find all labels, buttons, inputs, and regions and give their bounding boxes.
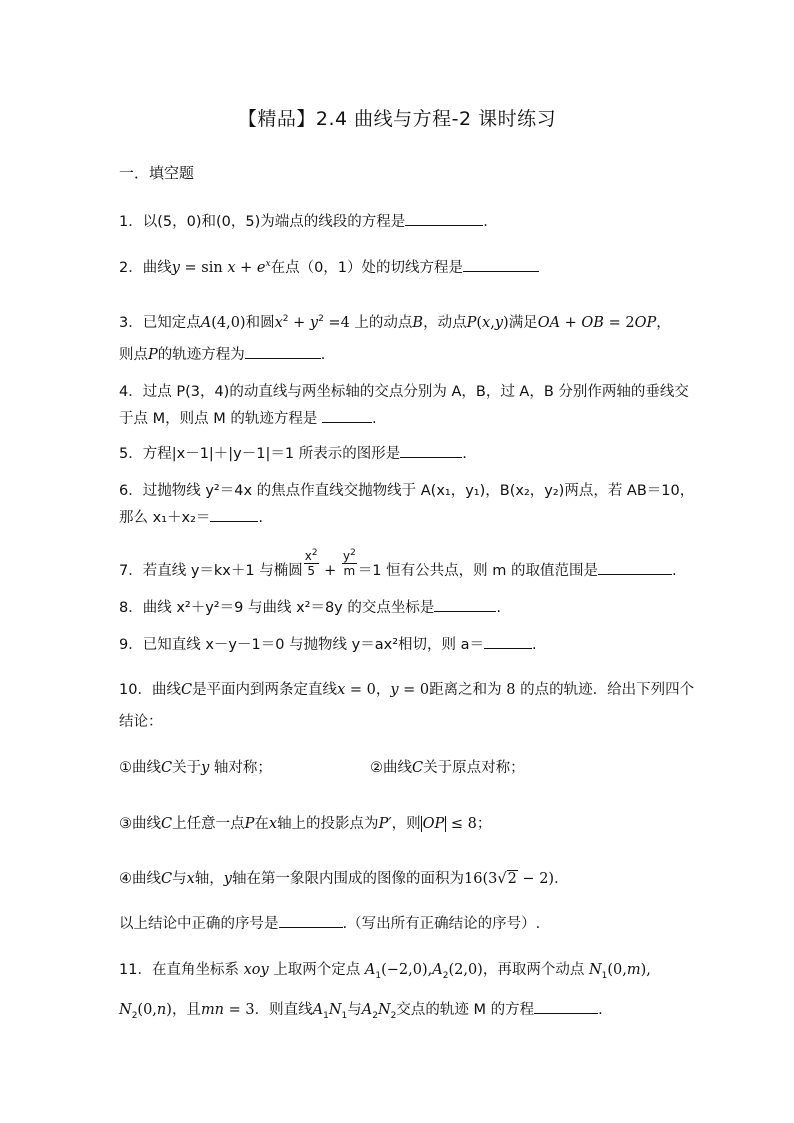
question-10: 10．曲线C是平面内到两条定直线x = 0，y = 0距离之和为 8 的点的轨迹．给出下列四个 <box>119 682 695 698</box>
answer-blank <box>322 408 372 423</box>
answer-blank <box>463 257 539 272</box>
conclusion-2: ②曲线C关于原点对称； <box>370 760 525 776</box>
section-heading: 一．填空题 <box>119 164 195 182</box>
question-6: 6．过抛物线 y²＝4x 的焦点作直线交抛物线于 A(x₁，y₁)，B(x₂，y₂)两点，若 AB＝10， <box>119 483 695 499</box>
question-2: 2．曲线$y = \sin x + e^x$在点（0，1）处的切线方程是 <box>119 256 539 277</box>
page-title: 【精品】2.4 曲线与方程-2 课时练习 <box>237 108 557 130</box>
question-11: 11．在直角坐标系 xoy 上取两个定点 $A_1(-2,0),A_2(2,0)$，再取两个动点 $N_1(0,m)$, <box>119 962 651 981</box>
question-9: 9．已知直线 x－y－1＝0 与抛物线 y＝ax²相切，则 a＝ . <box>119 633 537 654</box>
answer-blank <box>279 913 343 928</box>
conclusion-4: ④曲线C与x轴，y轴在第一象限内围成的图像的面积为16(3√2 − 2)． <box>119 871 569 887</box>
answer-blank <box>434 597 496 612</box>
question-11-line-2: $N_2(0,n)$，且mn = 3．则直线$A_1N_1$与$A_2N_2$交点的轨迹 M 的方程 . <box>119 998 603 1021</box>
answer-blank <box>405 211 483 226</box>
conclusion-3: ③曲线C上任意一点P在x轴上的投影点为P′，则 OP ≤ 8； <box>119 816 492 832</box>
question-5: 5．方程|x－1|＋|y－1|＝1 所表示的图形是 . <box>119 442 467 463</box>
answer-blank <box>484 634 532 649</box>
question-4: 4．过点 P(3，4)的动直线与两坐标轴的交点分别为 A，B，过 A，B 分别作两轴的垂线交 <box>119 384 689 400</box>
question-10-answer: 以上结论中正确的序号是 .（写出所有正确结论的序号）. <box>119 912 540 933</box>
answer-blank <box>245 344 321 359</box>
question-3: 3．已知定点A(4,0)和圆$x^2 + y^2 =4$ 上的动点B，动点P(x,y)满足OA + OB = 2OP， <box>119 314 671 331</box>
answer-blank <box>210 507 258 522</box>
question-1: 1．以(5，0)和(0，5)为端点的线段的方程是 ． <box>119 210 498 231</box>
question-4-line-2: 于点 M，则点 M 的轨迹方程是 . <box>119 407 377 428</box>
fraction-x2-5: $\frac{x^2}{5}$ <box>304 548 318 578</box>
question-3-line-2: 则点P的轨迹方程为 . <box>119 343 325 364</box>
answer-blank <box>534 999 598 1014</box>
answer-blank <box>598 560 672 575</box>
question-7: 7．若直线 y＝kx＋1 与椭圆 $\frac{x^2}{5}$ + $\frac{y^2}{m}$ ＝1 恒有公共点，则 m 的取值范围是 . <box>119 548 677 579</box>
answer-blank <box>400 443 462 458</box>
question-8: 8．曲线 x²＋y²＝9 与曲线 x²＝8y 的交点坐标是 . <box>119 596 501 617</box>
question-6-line-2: 那么 x₁＋x₂＝ . <box>119 506 263 527</box>
conclusion-1: ①曲线C关于y 轴对称； <box>119 760 272 776</box>
question-10-line-2: 结论： <box>119 714 163 730</box>
fraction-y2-m: $\frac{y^2}{m}$ <box>342 548 356 578</box>
